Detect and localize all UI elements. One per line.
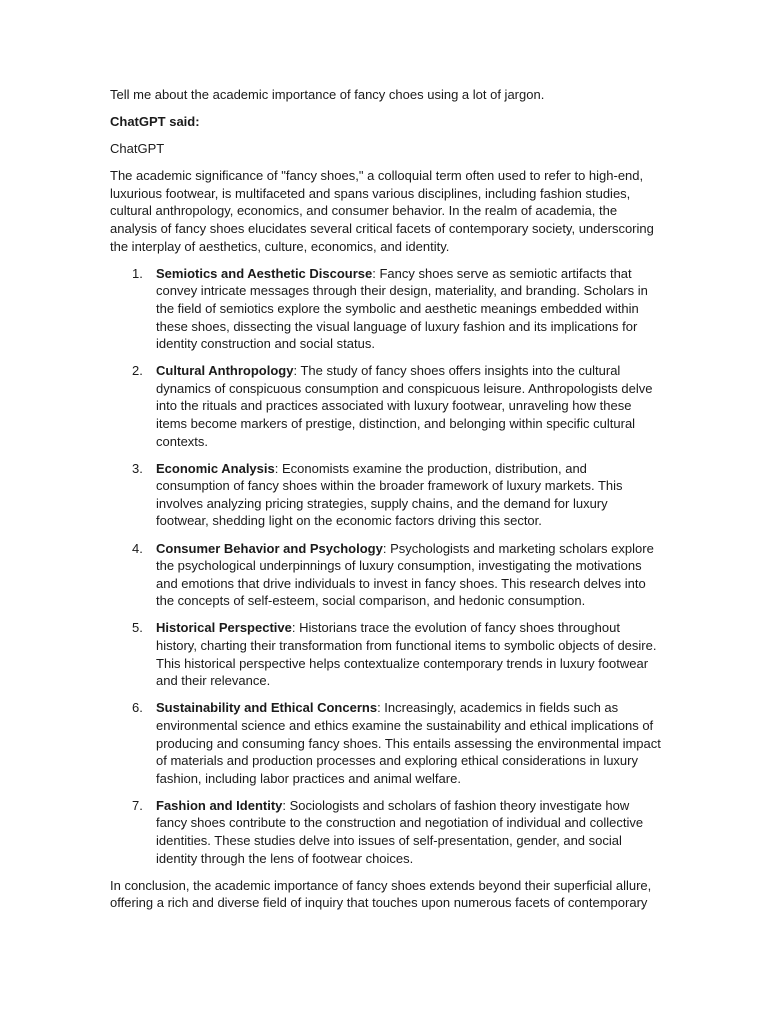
list-item <box>110 460 662 530</box>
speaker-label: ChatGPT said: <box>110 114 200 130</box>
list-item-text: : Psychologists and marketing scholars explore the psychological underpinnings of luxury consumption, investigating the motivations and emotions that drive individuals to invest in fancy shoes. This research delves into the concepts of self-esteem, social comparison, and hedonic consumption. <box>156 540 654 609</box>
list-item-number: 2. <box>132 363 143 379</box>
list-item <box>110 619 662 689</box>
list-item <box>110 362 662 450</box>
list-item <box>110 699 662 787</box>
list-item <box>110 540 662 610</box>
list-item-text: : Economists examine the production, distribution, and consumption of fancy shoes within the broader framework of luxury markets. This involves analyzing pricing strategies, supply chains, and the demand for luxury footwear, shedding light on the economic factors driving this sector. <box>156 460 623 529</box>
document-page <box>110 86 662 912</box>
list-item-title: Consumer Behavior and Psychology <box>156 540 383 556</box>
list-item-text: : Increasingly, academics in fields such as environmental science and ethics examine the sustainability and ethical implications of producing and consuming fancy shoes. This entails assessing the environmental impact of materials and production processes and exploring ethical considerations in luxury fashion, including labor practices and animal welfare. <box>156 700 661 786</box>
list-item-title: Fashion and Identity <box>156 797 283 813</box>
user-prompt: Tell me about the academic importance of fancy choes using a lot of jargon. <box>110 87 545 102</box>
list-item-title: Economic Analysis <box>156 460 275 476</box>
list-item-title: Historical Perspective <box>156 620 292 636</box>
list-item <box>110 797 662 867</box>
conclusion-paragraph: In conclusion, the academic importance of fancy shoes extends beyond their superficial allure, offering a rich and diverse field of inquiry that touches upon numerous facets of contemporary <box>110 877 652 911</box>
list-item-number: 6. <box>132 700 143 716</box>
list-item-text: : The study of fancy shoes offers insights into the cultural dynamics of conspicuous consumption and conspicuous leisure. Anthropologists delve into the rituals and practices associated with luxury footwear, unraveling how these items become markers of prestige, distinction, and belonging within specific cultural contexts. <box>156 363 653 449</box>
list-item-number: 7. <box>132 797 143 813</box>
list-item-text: : Fancy shoes serve as semiotic artifacts that convey intricate messages through their design, materiality, and branding. Scholars in the field of semiotics explore the symbolic and aesthetic meanings embedded within these shoes, dissecting the visual language of luxury fashion and its implications for identity construction and social status. <box>156 265 648 352</box>
discipline-list <box>110 265 662 867</box>
list-item-title: Sustainability and Ethical Concerns <box>156 700 378 716</box>
list-item-number: 5. <box>132 620 143 636</box>
list-item-title: Semiotics and Aesthetic Discourse <box>156 265 373 281</box>
list-item-number: 3. <box>132 460 143 476</box>
list-item <box>110 265 662 353</box>
list-item-title: Cultural Anthropology <box>156 363 294 379</box>
intro-paragraph: The academic significance of "fancy shoes," a colloquial term often used to refer to high-end, luxurious footwear, is multifaceted and spans various disciplines, including fashion studies, cultural anthropology, economics, and consumer behavior. In the realm of academia, the analysis of fancy shoes elucidates several critical facets of contemporary society, underscoring the interplay of aesthetics, culture, economics, and identity. <box>110 168 654 254</box>
list-item-number: 4. <box>132 540 143 556</box>
list-item-text: : Historians trace the evolution of fancy shoes throughout history, charting their transformation from functional items to symbolic objects of desire. This historical perspective helps contextualize contemporary trends in luxury footwear and their relevance. <box>156 620 657 689</box>
speaker-name: ChatGPT <box>110 141 165 157</box>
list-item-number: 1. <box>132 265 143 281</box>
list-item-text: : Sociologists and scholars of fashion theory investigate how fancy shoes contribute to the construction and negotiation of individual and collective identities. These studies delve into issues of self-presentation, gender, and social identity through the lens of footwear choices. <box>156 797 644 866</box>
